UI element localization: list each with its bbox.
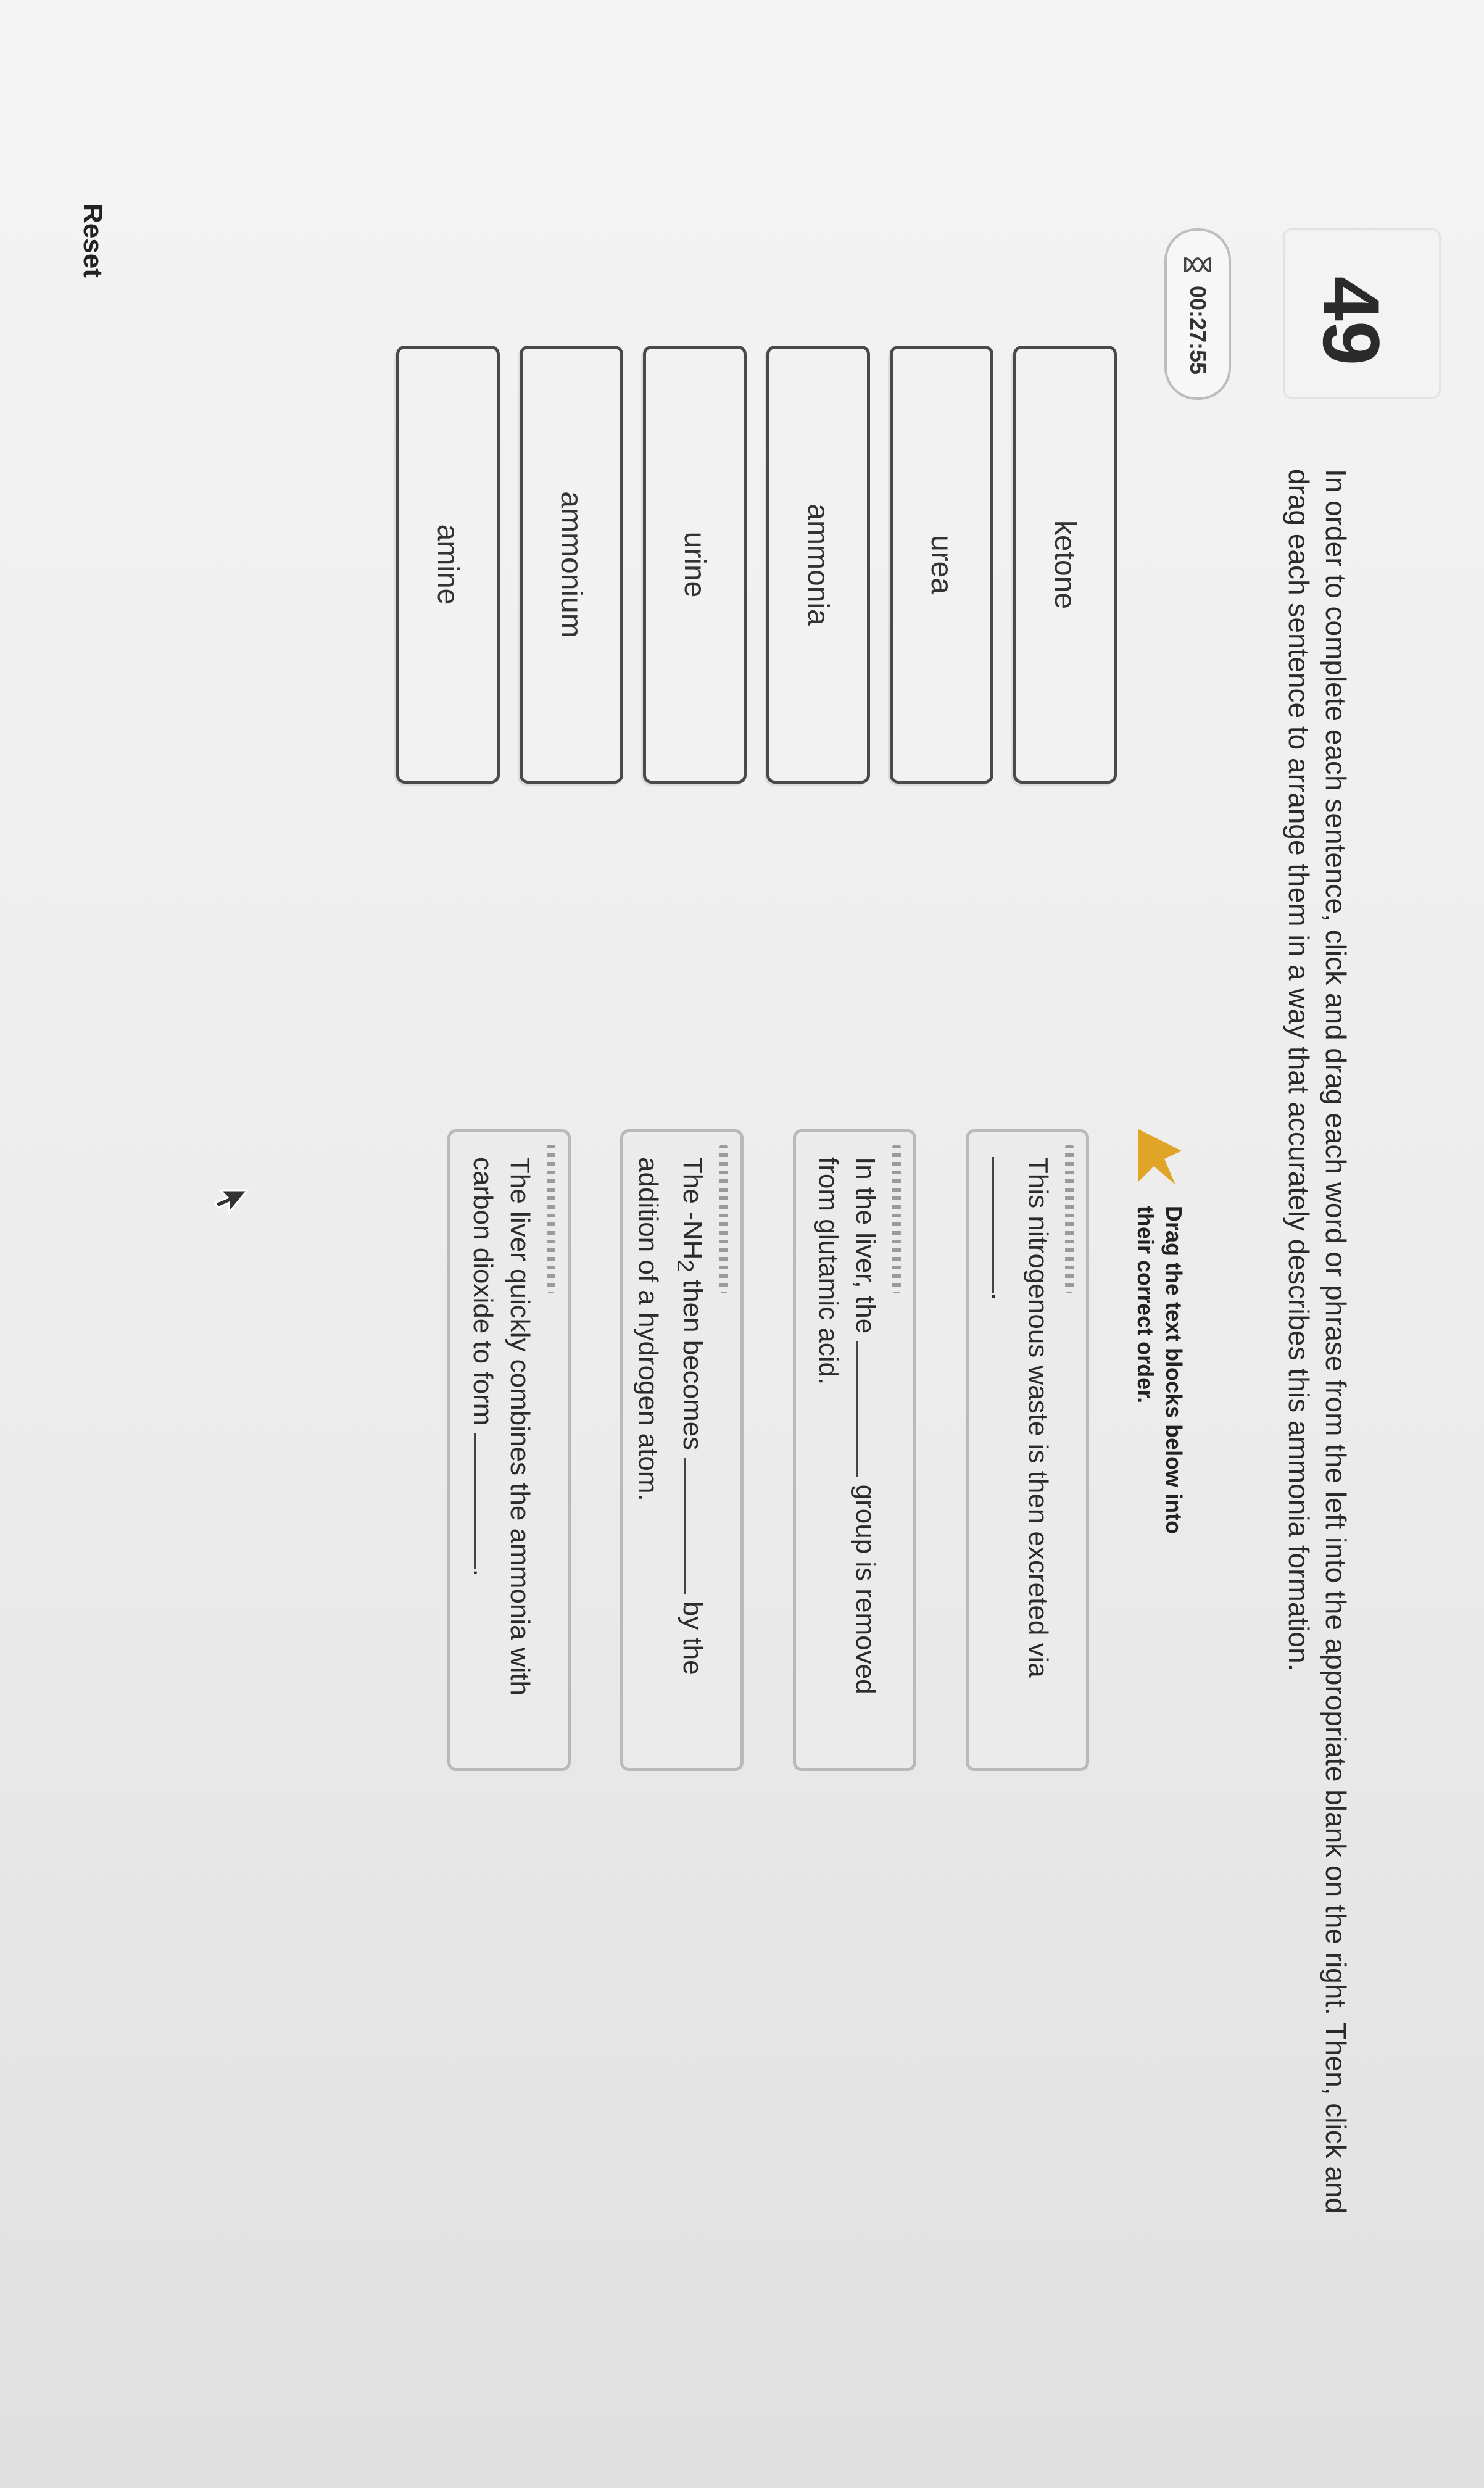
sentence-text: group is removed from glutamic acid. [813, 1157, 881, 1694]
word-tile[interactable]: amine [396, 346, 500, 784]
sentence-block[interactable] [620, 1129, 744, 1771]
sentence-block[interactable] [966, 1129, 1089, 1771]
hourglass-icon [1184, 254, 1211, 276]
drag-handle[interactable] [1065, 1145, 1074, 1293]
drag-hint [1131, 1123, 1188, 1555]
sentence-text: The liver quickly combines the ammonia with carbon dioxide to form [468, 1157, 535, 1696]
word-bank [31, 346, 1117, 790]
instructions: In order to complete each sentence, click and drag each word or phrase from the left into the appropriate blank on the right. Then, click and drag each sentence to arrange them in a way that accurately describes this ammonia formation. [1283, 469, 1352, 2214]
word-tile[interactable]: urine [643, 346, 747, 784]
word-tile[interactable]: ammonia [766, 346, 870, 784]
word-tile[interactable]: urea [890, 346, 993, 784]
mouse-cursor-icon [213, 1188, 250, 1215]
drag-hint-text: Drag the text blocks below into their correct order. [1133, 1206, 1187, 1535]
sentence-text: The -NH [678, 1157, 708, 1260]
sentence-text: then becomes [678, 1279, 708, 1451]
drag-handle[interactable] [892, 1145, 901, 1293]
timer [1164, 228, 1231, 400]
word-tile[interactable]: ketone [1013, 346, 1117, 784]
sentence-text: This nitrogenous waste is then excreted via [1023, 1157, 1053, 1678]
sentence-block[interactable] [793, 1129, 916, 1771]
question-number: 49 [1306, 276, 1396, 366]
sentence-text: . [468, 1569, 498, 1577]
reset-button[interactable]: Reset [78, 204, 108, 278]
answer-blank[interactable] [992, 1157, 1019, 1293]
subscript: 2 [673, 1259, 698, 1272]
arrow-icon [1132, 1123, 1188, 1191]
drag-handle[interactable] [719, 1145, 728, 1293]
timer-text: 00:27:55 [1185, 285, 1211, 375]
answer-blank[interactable] [684, 1458, 710, 1594]
sentence-text: . [986, 1293, 1016, 1301]
sentence-text: In the liver, the [850, 1157, 881, 1334]
word-tile[interactable]: ammonium [520, 346, 623, 784]
answer-blank[interactable] [856, 1341, 883, 1477]
drag-handle[interactable] [547, 1145, 555, 1293]
sentence-list [0, 1129, 1089, 1870]
sentence-text: by the addition of a hydrogen atom. [633, 1157, 708, 1675]
answer-blank[interactable] [474, 1433, 500, 1569]
sentence-block[interactable] [447, 1129, 571, 1771]
